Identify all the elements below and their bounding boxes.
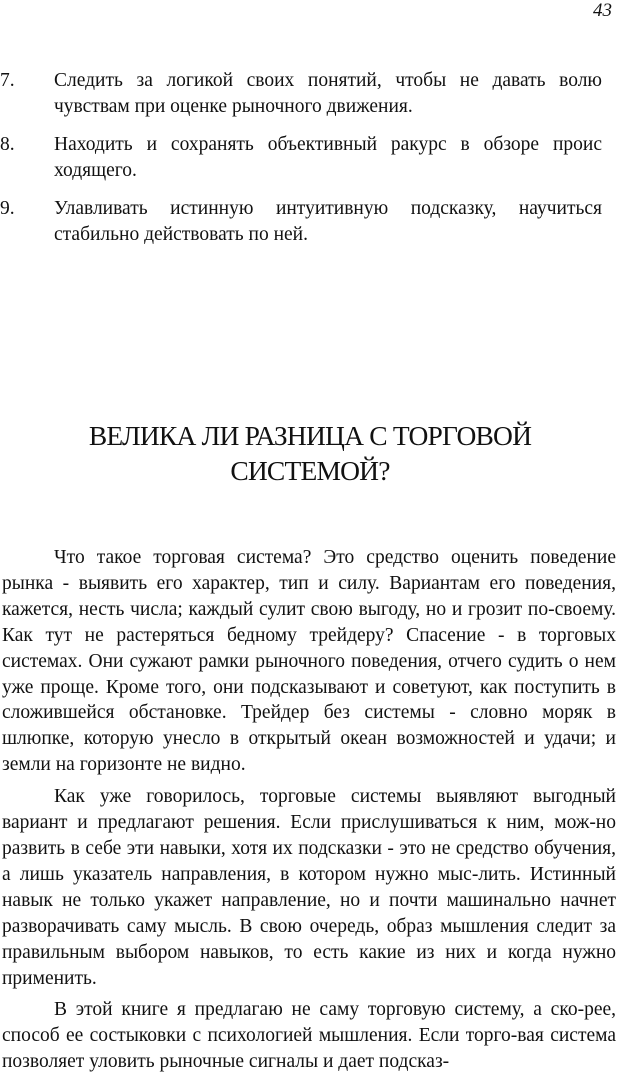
paragraph: Как уже говорилось, торговые системы выявляют выгодный вариант и предлагают решения. Если прислушиваться к ним, мож-но развить в себе эти навыки, хотя их подсказки - это не средство обучения, а лишь указатель направления, в котором нужно мыс-лить. Истинный навык не только укажет направление, но и почти машинально начнет разворачивать саму мысль. В свою очередь, образ мышления следит за правильным выбором навыков, то есть какие из них и когда нужно применить. (2, 786, 616, 989)
list-item-number: 7. (0, 70, 15, 91)
list-item-text: Улавливать истинную интуитивную подсказку, научиться стабильно действовать по ней. (54, 198, 602, 245)
page-number: 43 (593, 0, 612, 21)
numbered-list (0, 68, 620, 260)
paragraph: Что такое торговая система? Это средство оценить поведение рынка - выявить его характер, тип и силу. Вариантам его поведения, кажется, несть числа; каждый сулит свою выгоду, но и грозит по-своему. Как тут не растеряться бедному трейдеру? Спасение - в торговых системах. Они сужают рамки рыночного поведения, отчего судить о нем уже проще. Кроме того, они подсказывают и советуют, как поступить в сложившейся обстановке. Трейдер без системы - словно моряк в шлюпке, которую унесло в открытый океан возможностей и удачи; и земли на горизонте не видно. (2, 547, 616, 776)
list-item-number: 8. (0, 134, 15, 155)
paragraph: В этой книге я предлагаю не саму торговую систему, а ско-рее, способ ее состыковки с психологией мышления. Если торго-вая система позволяет уловить рыночные сигналы и дает подсказ- (2, 999, 616, 1073)
section-heading: ВЕЛИКА ЛИ РАЗНИЦА С ТОРГОВОЙ СИСТЕМОЙ? (88, 420, 532, 486)
list-item-text: Следить за логикой своих понятий, чтобы не давать волю чувствам при оценке рыночного движения. (54, 70, 602, 117)
body-text (2, 545, 616, 1081)
list-item (0, 132, 620, 184)
list-item (0, 68, 620, 120)
list-item-text: Находить и сохранять объективный ракурс в обзоре проис ходящего. (54, 134, 602, 181)
list-item (0, 196, 620, 248)
list-item-number: 9. (0, 198, 15, 219)
